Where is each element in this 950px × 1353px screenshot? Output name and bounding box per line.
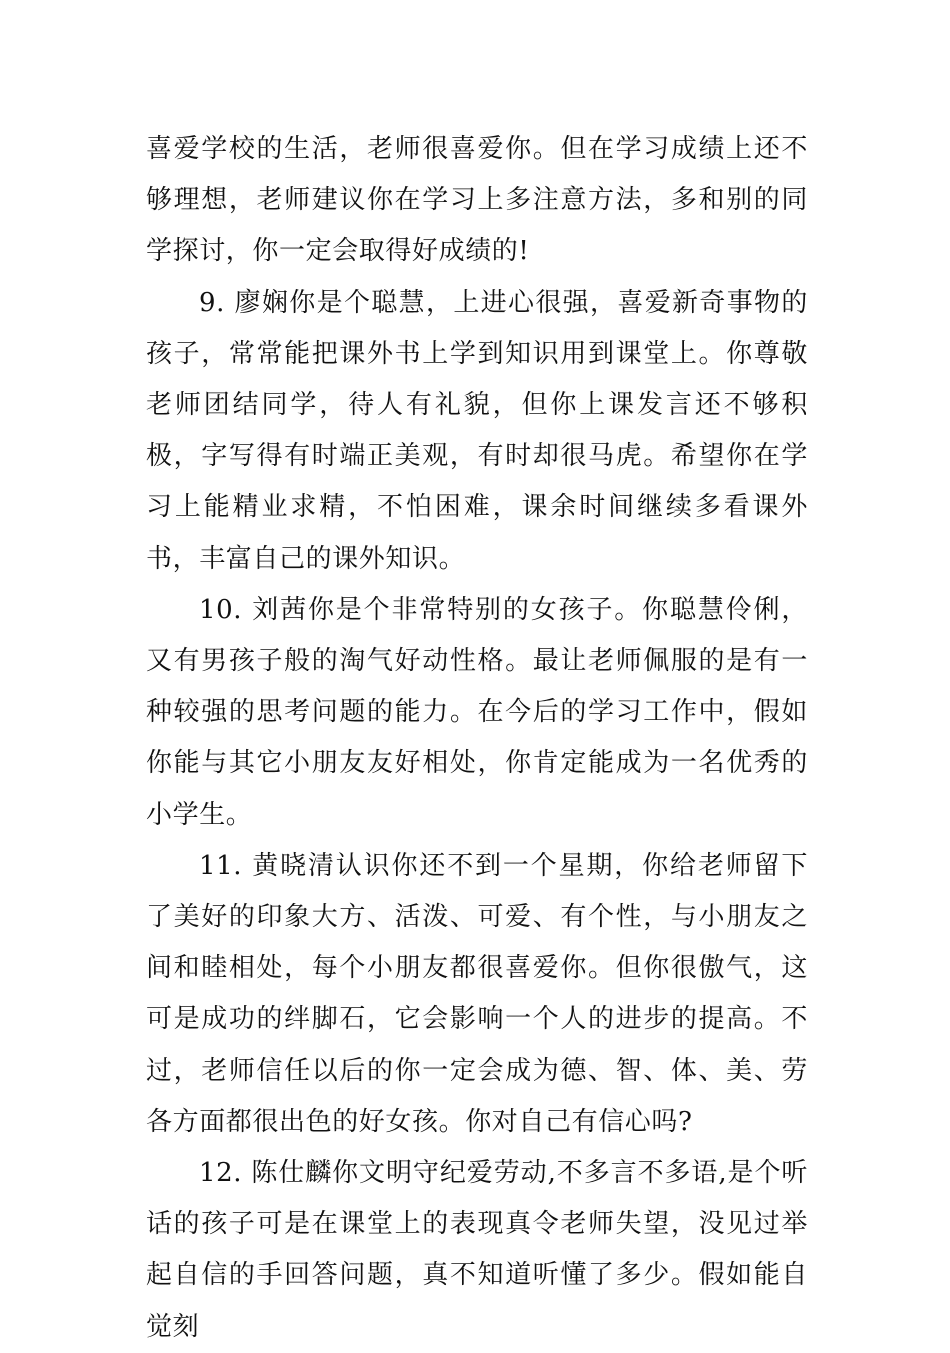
paragraph-item-12: 12. 陈仕麟你文明守纪爱劳动,不多言不多语,是个听话的孩子可是在课堂上的表现真令老师失望，没见过举起自信的手回答问题，真不知道听懂了多少。假如能自觉刻 [146, 1158, 808, 1342]
paragraph-item-9: 9. 廖娴你是个聪慧，上进心很强，喜爱新奇事物的孩子，常常能把课外书上学到知识用到课堂上。你尊敬老师团结同学，待人有礼貌，但你上课发言还不够积极，字写得有时端正美观，有时却很马虎。希望你在学习上能精业求精，不怕困难，课余时间继续多看课外书，丰富自己的课外知识。 [146, 287, 808, 574]
paragraph-item-10: 10. 刘茜你是个非常特别的女孩子。你聪慧伶俐，又有男孩子般的淘气好动性格。最让老师佩服的是有一种较强的思考问题的能力。在今后的学习工作中，假如你能与其它小朋友友好相处，你肯定能成为一名优秀的小学生。 [146, 594, 808, 830]
document-body [146, 124, 808, 1353]
paragraph-continuation: 喜爱学校的生活，老师很喜爱你。但在学习成绩上还不够理想，老师建议你在学习上多注意方法，多和别的同学探讨，你一定会取得好成绩的! [146, 134, 808, 267]
paragraph-item-11: 11. 黄晓清认识你还不到一个星期，你给老师留下了美好的印象大方、活泼、可爱、有个性，与小朋友之间和睦相处，每个小朋友都很喜爱你。但你很傲气，这可是成功的绊脚石，它会影响一个人的进步的提高。不过，老师信任以后的你一定会成为德、智、体、美、劳各方面都很出色的好女孩。你对自己有信心吗? [146, 850, 808, 1137]
